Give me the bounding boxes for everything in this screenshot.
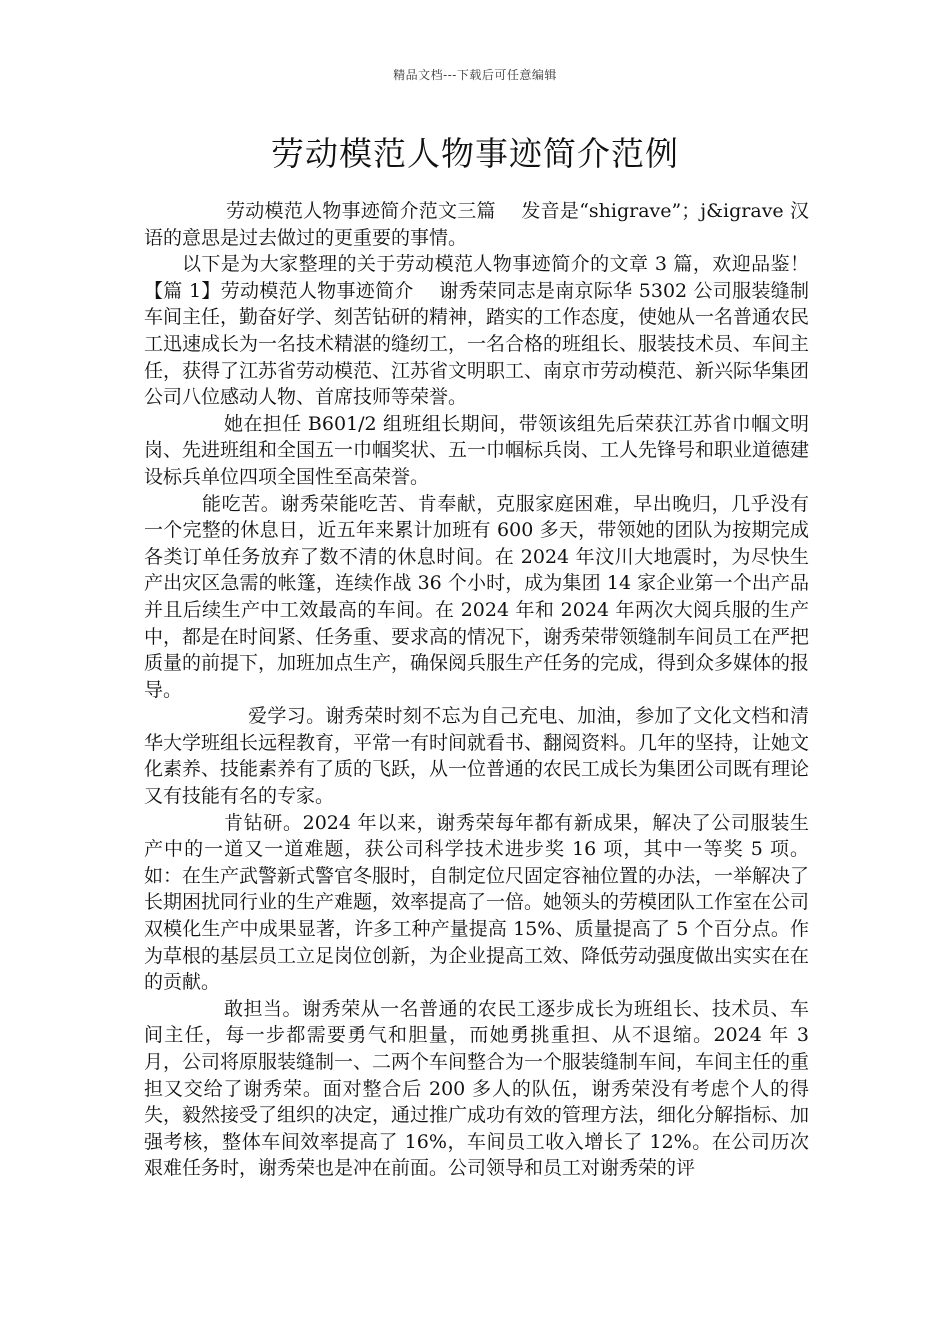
document-title: 劳动模范人物事迹简介范例 — [271, 134, 679, 173]
paragraph-intro: 劳动模范人物事迹简介范文三篇 发音是“shigrave”；j&igrave 汉语的意思是过去做过的更重要的事情。 — [144, 200, 809, 249]
document-body — [144, 198, 829, 1182]
header-note: 精品文档---下载后可任意编辑 — [393, 68, 557, 82]
paragraph-article-1-intro: 以下是为大家整理的关于劳动模范人物事迹简介的文章 3 篇，欢迎品鉴！ 【篇 1】劳动模范人物事迹简介 谢秀荣同志是南京际华 5302 公司服装缝制车间主任，勤奋好学、刻苦钻研的精神，踏实的工作态度，使她从一名普通农民工迅速成长为一名技术精湛的缝纫工，一名合格的班组长、服装技术员、车间主任，获得了江苏省劳动模范、江苏省文明职工、南京市劳动模范、新兴际华集团公司八位感动人物、首席技师等荣誉。 — [144, 253, 829, 409]
paragraph-responsibility: 敢担当。谢秀荣从一名普通的农民工逐步成长为班组长、技术员、车间主任，每一步都需要勇气和胆量，而她勇挑重担、从不退缩。2024 年 3 月，公司将原服装缝制一、二两个车间整合为一个服装缝制车间，车间主任的重担又交给了谢秀荣。面对整合后 200 多人的队伍，谢秀荣没有考虑个人的得失，毅然接受了组织的决定，通过推广成功有效的管理方法，细化分解指标、加强考核，整体车间效率提高了 16%，车间员工收入增长了 12%。在公司历次艰难任务时，谢秀荣也是冲在前面。公司领导和员工对谢秀荣的评 — [144, 997, 810, 1180]
paragraph-learning: 爱学习。谢秀荣时刻不忘为自己充电、加油，参加了文化文档和清华大学班组长远程教育，平常一有时间就看书、翻阅资料。几年的坚持，让她文化素养、技能素养有了质的飞跃，从一位普通的农民工成长为集团公司既有理论又有技能有名的专家。 — [144, 705, 810, 808]
paragraph-team-leader: 她在担任 B601/2 组班组长期间，带领该组先后荣获江苏省巾帼文明岗、先进班组和全国五一巾帼奖状、五一巾帼标兵岗、工人先锋号和职业道德建设标兵单位四项全国性至高荣誉。 — [144, 412, 810, 488]
paragraph-hardworking: 能吃苦。谢秀荣能吃苦、肯奉献，克服家庭困难，早出晚归，几乎没有一个完整的休息日，近五年来累计加班有 600 多天，带领她的团队为按期完成各类订单任务放弃了数不清的休息时间。在 2024 年汶川大地震时，为尽快生产出灾区急需的帐篷，连续作战 36 个小时，成为集团 14 家企业第一个出产品并且后续生产中工效最高的车间。在 2024 年和 2024 年两次大阅兵服的生产中，都是在时间紧、任务重、要求高的情况下，谢秀荣带领缝制车间员工在严把质量的前提下，加班加点生产，确保阅兵服生产任务的完成，得到众多媒体的报导。 — [144, 492, 810, 701]
paragraph-research: 肯钻研。2024 年以来，谢秀荣每年都有新成果，解决了公司服装生产中的一道又一道难题，获公司科学技术进步奖 16 项，其中一等奖 5 项。如：在生产武警新式警官冬服时，自制定位尺固定容袖位置的办法，一举解决了长期困扰同行业的生产难题，效率提高了一倍。她领头的劳模团队工作室在公司双模化生产中成果显著，许多工种产量提高 15%、质量提高了 5 个百分点。作为草根的基层员工立足岗位创新，为企业提高工效、降低劳动强度做出实实在在的贡献。 — [144, 811, 810, 994]
